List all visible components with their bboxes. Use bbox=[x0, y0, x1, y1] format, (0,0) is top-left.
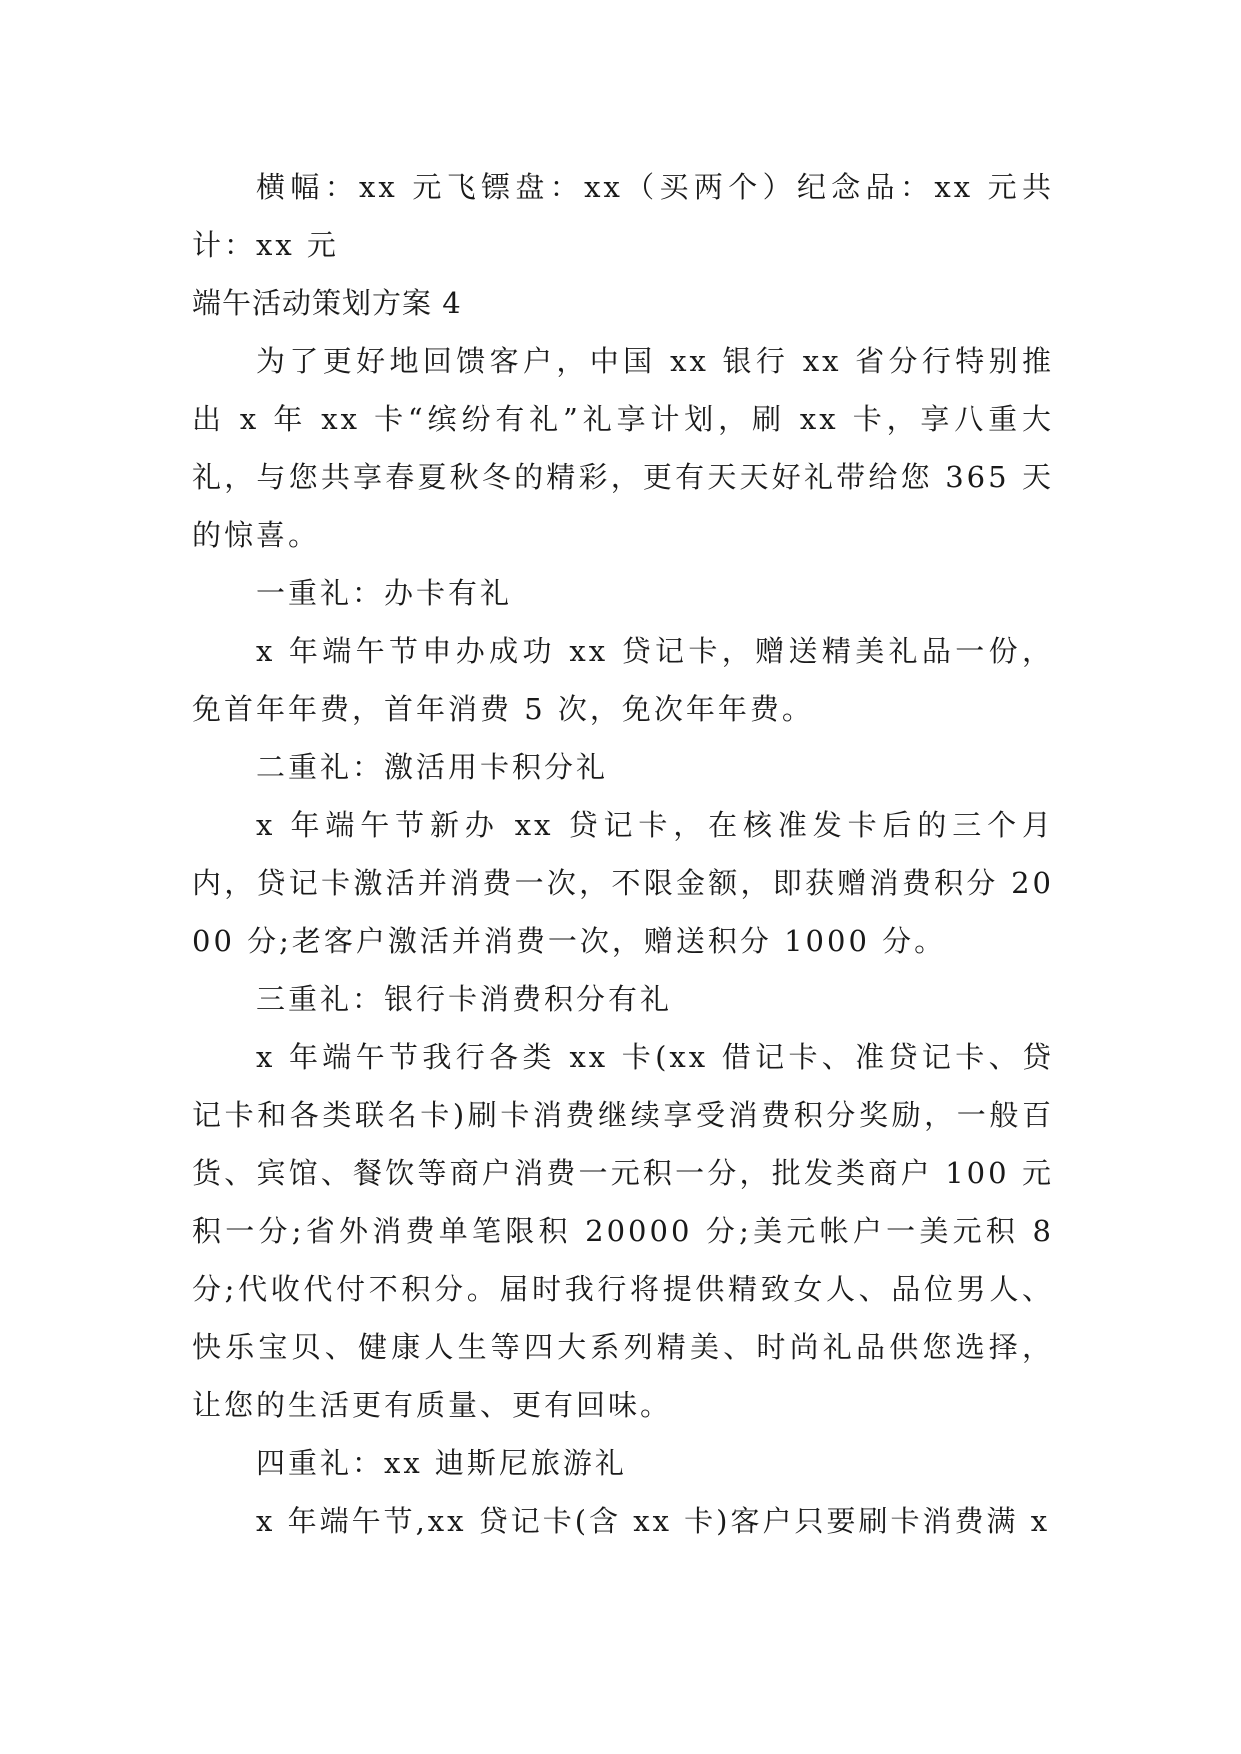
gift-3-heading: 三重礼：银行卡消费积分有礼 bbox=[256, 982, 673, 1016]
gift-1-body: x 年端午节申办成功 xx 贷记卡，赠送精美礼品一份，免首年年费，首年消费 5 次，免次年年费。 bbox=[192, 634, 1054, 726]
intro-paragraph: 为了更好地回馈客户，中国 xx 银行 xx 省分行特别推出 x 年 xx 卡“缤纷有礼”礼享计划，刷 xx 卡，享八重大礼，与您共享春夏秋冬的精彩，更有天天好礼带给您 365 天的惊喜。 bbox=[192, 344, 1054, 552]
gift-3-body: x 年端午节我行各类 xx 卡(xx 借记卡、准贷记卡、贷记卡和各类联名卡)刷卡消费继续享受消费积分奖励，一般百货、宾馆、餐饮等商户消费一元积一分，批发类商户 100 元积一分;省外消费单笔限积 20000 分;美元帐户一美元积 8 分;代收代付不积分。届时我行将提供精致女人、品位男人、快乐宝贝、健康人生等四大系列精美、时尚礼品供您选择，让您的生活更有质量、更有回味。 bbox=[192, 1040, 1054, 1422]
section-title: 端午活动策划方案 4 bbox=[192, 286, 462, 320]
document-body bbox=[192, 158, 1054, 1550]
budget-line: 横幅：xx 元飞镖盘：xx（买两个）纪念品：xx 元共计：xx 元 bbox=[192, 170, 1054, 262]
gift-2-heading: 二重礼：激活用卡积分礼 bbox=[256, 750, 609, 784]
gift-4-heading: 四重礼：xx 迪斯尼旅游礼 bbox=[256, 1446, 627, 1480]
gift-4-body: x 年端午节,xx 贷记卡(含 xx 卡)客户只要刷卡消费满 x bbox=[256, 1504, 1051, 1538]
gift-2-body: x 年端午节新办 xx 贷记卡，在核准发卡后的三个月内，贷记卡激活并消费一次，不限金额，即获赠消费积分 2000 分;老客户激活并消费一次，赠送积分 1000 分。 bbox=[192, 808, 1054, 958]
gift-1-heading: 一重礼：办卡有礼 bbox=[256, 576, 513, 610]
